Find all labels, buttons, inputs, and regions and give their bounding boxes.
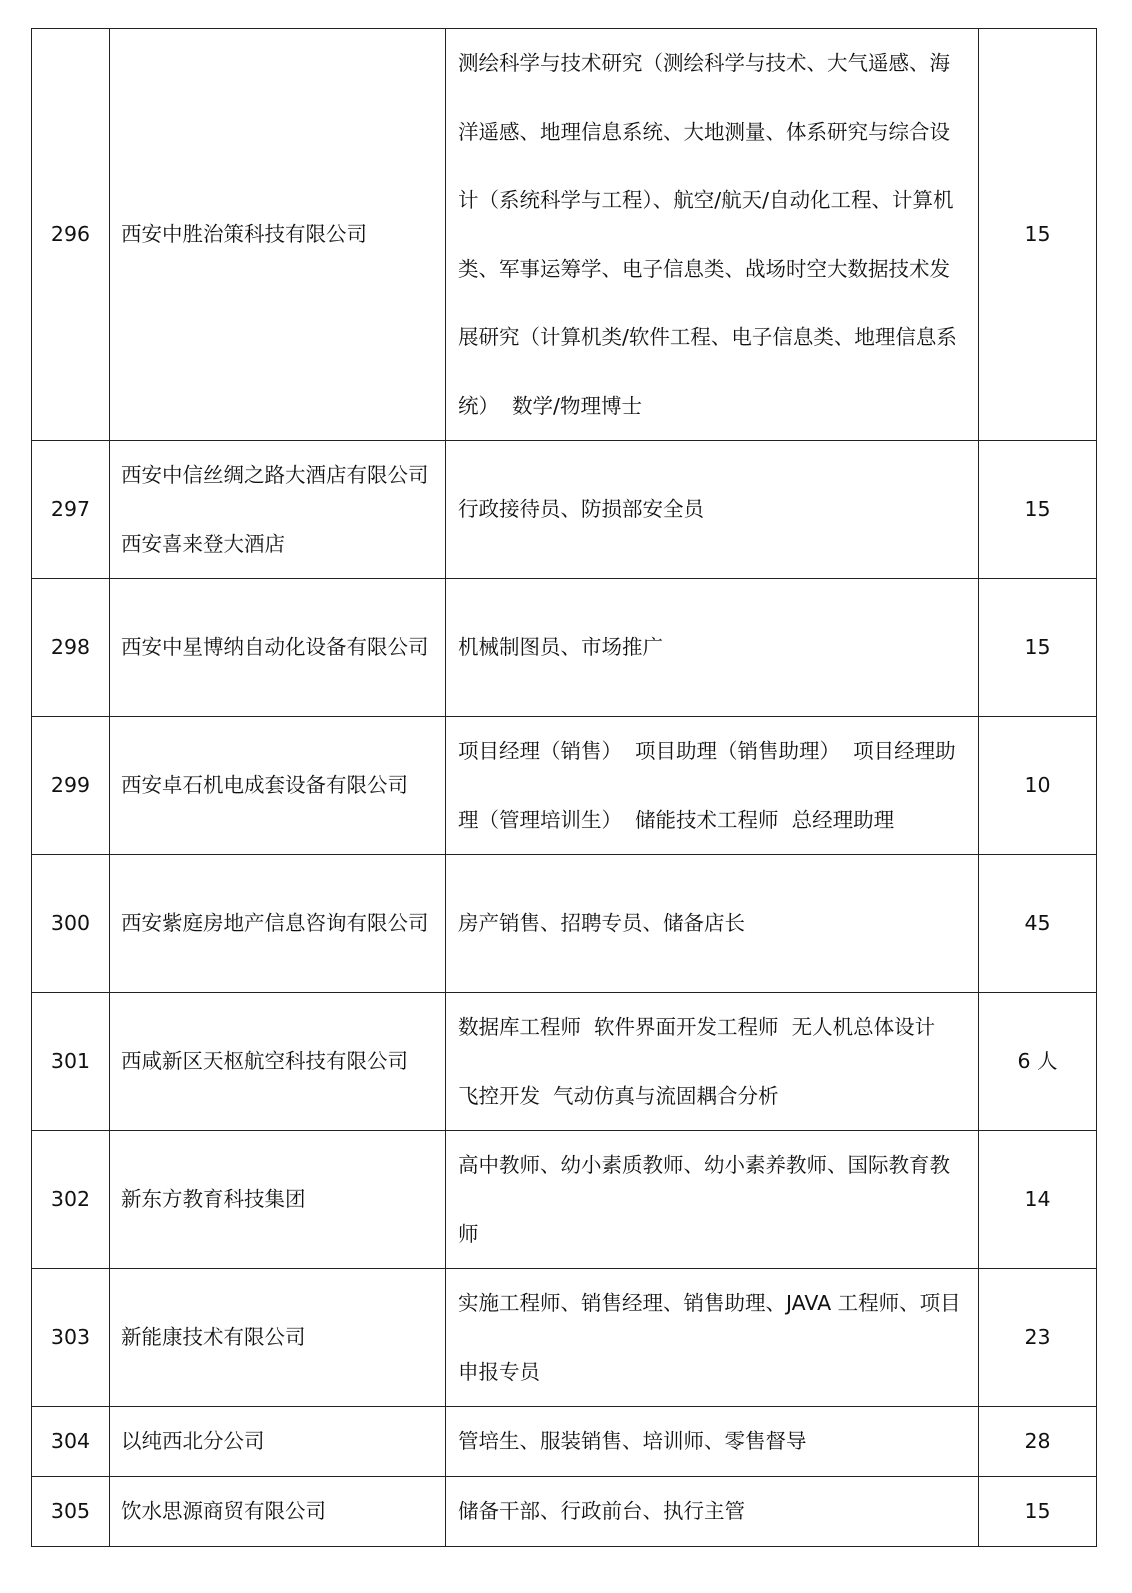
company-name: 西安中星博纳自动化设备有限公司 <box>121 635 429 660</box>
row-index: 296 <box>50 222 91 247</box>
positions-cell <box>446 1269 979 1407</box>
row-index-cell <box>32 855 110 993</box>
company-name-cell <box>110 579 446 717</box>
company-name-cell <box>110 1269 446 1407</box>
positions-cell <box>446 855 979 993</box>
positions-text: 房产销售、招聘专员、储备店长 <box>458 911 745 936</box>
headcount: 14 <box>1024 1187 1051 1212</box>
positions-cell <box>446 993 979 1131</box>
company-name: 新东方教育科技集团 <box>121 1187 306 1212</box>
table-row <box>32 855 1097 993</box>
headcount: 15 <box>1024 222 1051 247</box>
positions-text: 项目经理（销售） 项目助理（销售助理） 项目经理助理（管理培训生） 储能技术工程师 总经理助理 <box>458 739 956 832</box>
headcount-cell <box>979 441 1097 579</box>
company-name-cell <box>110 441 446 579</box>
company-name-cell <box>110 993 446 1131</box>
row-index: 304 <box>50 1429 91 1453</box>
company-name: 西安紫庭房地产信息咨询有限公司 <box>121 911 429 936</box>
company-name: 饮水思源商贸有限公司 <box>121 1498 326 1523</box>
company-name-cell <box>110 717 446 855</box>
headcount: 15 <box>1024 497 1051 522</box>
positions-cell <box>446 1476 979 1546</box>
headcount: 23 <box>1024 1325 1051 1350</box>
positions-text: 实施工程师、销售经理、销售助理、JAVA 工程师、项目申报专员 <box>458 1291 961 1384</box>
company-name-cell <box>110 1407 446 1477</box>
table-row <box>32 29 1097 441</box>
company-name-cell <box>110 29 446 441</box>
row-index-cell <box>32 1269 110 1407</box>
headcount: 28 <box>1024 1429 1051 1453</box>
positions-text: 储备干部、行政前台、执行主管 <box>458 1498 745 1523</box>
headcount: 15 <box>1024 635 1051 660</box>
positions-cell <box>446 1131 979 1269</box>
headcount-cell <box>979 855 1097 993</box>
headcount-cell <box>979 993 1097 1131</box>
headcount-cell <box>979 1407 1097 1477</box>
table-row <box>32 1269 1097 1407</box>
row-index-cell <box>32 1476 110 1546</box>
row-index-cell <box>32 1407 110 1477</box>
positions-text: 机械制图员、市场推广 <box>458 635 663 660</box>
positions-cell <box>446 1407 979 1477</box>
row-index-cell <box>32 717 110 855</box>
headcount-cell <box>979 1131 1097 1269</box>
headcount-cell <box>979 1476 1097 1546</box>
row-index-cell <box>32 579 110 717</box>
row-index: 303 <box>50 1325 91 1350</box>
positions-cell <box>446 29 979 441</box>
company-name: 西安中信丝绸之路大酒店有限公司西安喜来登大酒店 <box>121 463 429 556</box>
table-row <box>32 993 1097 1131</box>
headcount-cell <box>979 717 1097 855</box>
row-index-cell <box>32 441 110 579</box>
row-index: 300 <box>50 911 91 936</box>
table-row <box>32 441 1097 579</box>
row-index-cell <box>32 29 110 441</box>
table-row <box>32 1407 1097 1477</box>
recruitment-table <box>31 28 1097 1547</box>
headcount-cell <box>979 579 1097 717</box>
row-index-cell <box>32 1131 110 1269</box>
positions-text: 管培生、服装销售、培训师、零售督导 <box>458 1429 807 1453</box>
company-name-cell <box>110 1131 446 1269</box>
row-index: 299 <box>50 773 91 798</box>
row-index: 297 <box>50 497 91 522</box>
company-name: 以纯西北分公司 <box>121 1429 265 1453</box>
row-index: 302 <box>50 1187 91 1212</box>
positions-text: 行政接待员、防损部安全员 <box>458 497 704 522</box>
row-index: 301 <box>50 1049 91 1074</box>
table-row <box>32 717 1097 855</box>
headcount: 6 人 <box>1017 1049 1058 1074</box>
table-row <box>32 1476 1097 1546</box>
row-index-cell <box>32 993 110 1131</box>
table-row <box>32 579 1097 717</box>
positions-text: 高中教师、幼小素质教师、幼小素养教师、国际教育教师 <box>458 1153 950 1246</box>
positions-text: 数据库工程师 软件界面开发工程师 无人机总体设计 飞控开发 气动仿真与流固耦合分析 <box>458 1015 949 1108</box>
company-name-cell <box>110 1476 446 1546</box>
headcount-cell <box>979 1269 1097 1407</box>
positions-cell <box>446 579 979 717</box>
headcount: 15 <box>1024 1498 1051 1523</box>
company-name: 西安中胜治策科技有限公司 <box>121 222 367 247</box>
row-index: 305 <box>50 1498 91 1523</box>
positions-text: 测绘科学与技术研究（测绘科学与技术、大气遥感、海洋遥感、地理信息系统、大地测量、体系研究与综合设计（系统科学与工程）、航空/航天/自动化工程、计算机类、军事运筹学、电子信息类、战场时空大数据技术发展研究（计算机类/软件工程、电子信息类、地理信息系统） 数学/物理博士 <box>458 51 957 418</box>
company-name: 新能康技术有限公司 <box>121 1325 306 1350</box>
table-row <box>32 1131 1097 1269</box>
headcount: 10 <box>1024 773 1051 798</box>
positions-cell <box>446 717 979 855</box>
headcount: 45 <box>1024 911 1051 936</box>
company-name: 西安卓石机电成套设备有限公司 <box>121 773 408 798</box>
positions-cell <box>446 441 979 579</box>
row-index: 298 <box>50 635 91 660</box>
company-name-cell <box>110 855 446 993</box>
company-name: 西咸新区天枢航空科技有限公司 <box>121 1049 408 1074</box>
headcount-cell <box>979 29 1097 441</box>
